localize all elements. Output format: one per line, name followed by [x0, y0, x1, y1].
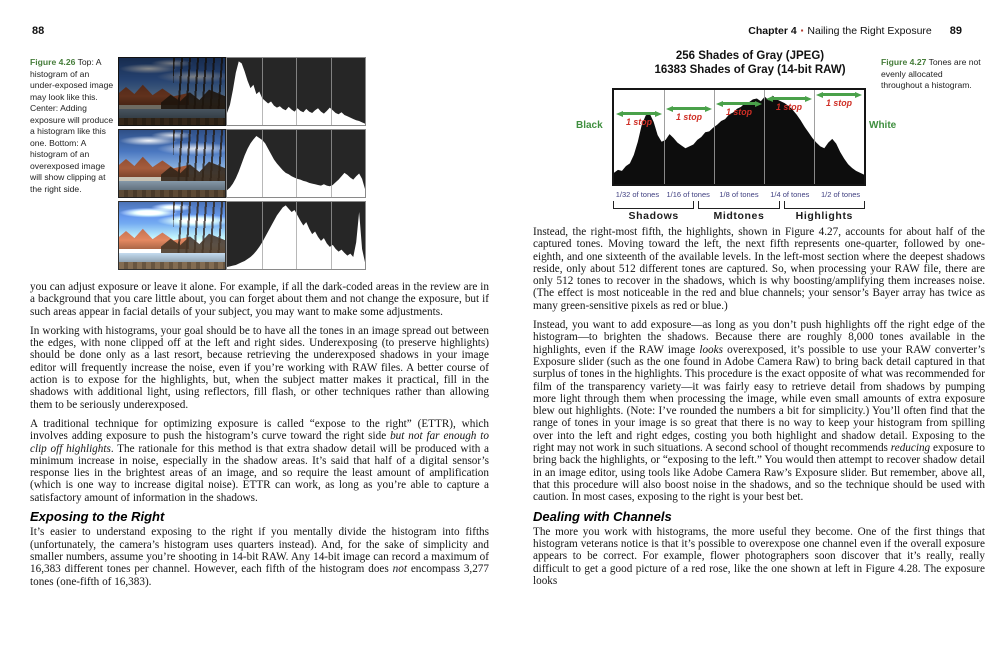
fraction-label: 1/32 of tones: [615, 190, 660, 199]
midtones-bracket: [698, 201, 779, 209]
figure-4-27-caption: [881, 57, 981, 92]
chapter-label: Chapter 4: [748, 25, 797, 37]
underexposed-photo: [118, 57, 226, 126]
photo-bank: [119, 118, 225, 125]
fraction-label: 1/2 of tones: [820, 190, 861, 199]
paragraph: Instead, you want to add exposure—as long as you don’t push highlights off the right edge of the histogram—to brighten the shadows. Because there are roughly 8,000 tones available in the highlights, even if the RAW image looks overexposed, it’s possible to use your RAW converter’s Exposure slider (such as the one found in Adobe Camera Raw) to bring back detail captured in that surplus of tones in the highlights. This procedure is the exact opposite of what was recommended for film of the transparency variety—it was fairly easy to retrieve detail from shadows by pumping more light through them when processing the image, while even small amounts of extra exposure blew out highlights. (Note: I’ve rounded the numbers a bit for simplicity.) You’ll often find that the range of tones in your image is so great that there is no way to keep your histogram from spilling over into the left and right edges, costing you both highlight and shadow detail. Exposing to the right may not work in such situations. A second school of thought recommends reducing exposure to bring back the highlights, or “exposing to the left.” You would then attempt to recover shadow detail in an image editor, using tools like Adobe Camera Raw’s Exposure slider. But remember, above all, that this procedure will also boost noise in the shadows, and so the technique should be used with caution. In most cases, exposing to the right is your best bet.: [533, 319, 986, 504]
highlights-label: Highlights: [795, 210, 853, 222]
midtones-label: Midtones: [713, 210, 765, 222]
tones-histogram-chart: [612, 88, 866, 186]
zone-labels: [613, 210, 865, 222]
histogram-gridline: [262, 202, 263, 269]
fraction-label: 1/16 of tones: [666, 190, 710, 199]
section-heading-exposing-to-the-right: Exposing to the Right: [30, 509, 165, 525]
one-stop-arrow-icon: [816, 91, 862, 98]
figure-4-26-label: Figure 4.26: [30, 57, 76, 67]
one-stop-arrow-icon: [616, 110, 662, 117]
paragraph: The more you work with histograms, the more useful they become. One of the first things that histogram veterans notice is that it’s possible to overexpose one channel even if the overall exposure appears to be correct. For example, flower photographers soon discover that it’s really, really difficult to get a good picture of a red rose, like the one shown at left in Figure 4.28. The exposure looks: [533, 525, 985, 588]
paragraph: In working with histograms, your goal should be to have all the tones in an image spread out between the edges, with none clipped off at the left and right sides. Underexposing (to preserve highlights) should be done only as a last resort, because retrieving the underexposed shadows in your image editor will frequently increase the noise, even if you’re working with RAW files. A better course of action is to expose for the highlights, but, when the subject matter makes it practical, fill in the shadows with additional light, using reflectors, fill flash, or other techniques rather than allowing them to be seriously underexposed.: [30, 324, 489, 411]
shadows-label: Shadows: [628, 210, 679, 222]
highlights-bracket: [784, 201, 865, 209]
histogram-gridline: [296, 202, 297, 269]
figure-row-added-exposure: [118, 129, 366, 198]
photo-bank: [119, 190, 225, 197]
black-endpoint-label: Black: [576, 120, 603, 131]
chart-gridline: [814, 90, 815, 184]
histogram-gridline: [331, 130, 332, 197]
paragraph: you can adjust exposure or leave it alone. For example, if all the dark-coded areas in the review are in a background that you care little about, you can forget about them and not change the exposure, but if such areas appear in facial details of your subject, you may want to make some adjustments.: [30, 281, 489, 318]
stop-arrow-group-2: [666, 105, 712, 122]
photo-bank: [119, 262, 225, 269]
running-header: [660, 25, 962, 37]
chart-gridline: [764, 90, 765, 184]
one-stop-arrow-icon: [666, 105, 712, 112]
header-separator-icon: ▪: [800, 26, 804, 35]
right-page-body: [533, 226, 985, 594]
figure-4-26-caption-text: Top: A histogram of an under-exposed image may look like this. Center: Adding exposure will produce a histogram like this one. Bottom: A histogram of an overexposed image will show clipping at the right side.: [30, 57, 114, 194]
figure-row-overexposed: [118, 201, 366, 270]
chapter-header: [748, 25, 931, 37]
overexposed-histogram: [226, 201, 366, 270]
stop-arrow-group-1: [616, 110, 662, 127]
underexposed-histogram: [226, 57, 366, 126]
paragraph: It’s easier to understand exposing to the right if you mentally divide the histogram into fifths (unfortunately, the camera’s histogram uses quarters instead). And, for the sake of simplicity and smaller numbers, assume you’re shooting in 14-bit RAW. Any 14-bit image can record a maximum of 16,383 different tones per channel. However, each fifth of the histogram does not encompass 3,277 tones (one-fifth of 16,383).: [30, 526, 489, 588]
added-exposure-histogram: [226, 129, 366, 198]
one-stop-label: 1 stop: [676, 112, 702, 122]
one-stop-label: 1 stop: [726, 107, 752, 117]
histogram-gridline: [262, 58, 263, 125]
one-stop-label: 1 stop: [826, 98, 852, 108]
figure-4-26: [118, 57, 366, 273]
chart-title: [575, 49, 925, 77]
one-stop-arrow-icon: [716, 100, 762, 107]
figure-row-underexposed: [118, 57, 366, 126]
chart-gridline: [664, 90, 665, 184]
one-stop-label: 1 stop: [626, 117, 652, 127]
chart-title-line2: 16383 Shades of Gray (14-bit RAW): [654, 64, 846, 76]
histogram-gridline: [296, 130, 297, 197]
shadows-bracket: [613, 201, 694, 209]
fraction-label: 1/4 of tones: [770, 190, 810, 199]
stop-arrow-group-3: [716, 100, 762, 117]
tone-fraction-labels: [612, 190, 866, 199]
overexposed-photo: [118, 201, 226, 270]
histogram-gridline: [331, 58, 332, 125]
histogram-gridline: [296, 58, 297, 125]
fraction-label: 1/8 of tones: [719, 190, 759, 199]
stop-arrow-group-5: [816, 91, 862, 108]
one-stop-arrow-icon: [766, 95, 812, 102]
figure-4-27-label: Figure 4.27: [881, 57, 927, 67]
paragraph: Instead, the right-most fifth, the highlights, shown in Figure 4.27, accounts for about half of the captured tones. Moving toward the left, the next fifth represents one-quarter, followed by one-eighth, and one sixteenth of the available levels. In the left-most section where the deepest shadows reside, only about 512 different tones are captured. So, when processing your RAW file, there are only 512 tones to recover in the shadows, which is why boosting/amplifying them increases noise. (The effect is most noticeable in the red and blue channels; your sensor’s Bayer array has twice as many green-sensitive pixels as red or blue.): [533, 226, 985, 312]
figure-4-26-caption: [30, 57, 115, 195]
chart-gridline: [714, 90, 715, 184]
stop-arrow-group-4: [766, 95, 812, 112]
histogram-gridline: [331, 202, 332, 269]
left-page-body: [30, 281, 489, 595]
one-stop-label: 1 stop: [776, 102, 802, 112]
paragraph: A traditional technique for optimizing exposure is called “expose to the right” (ETTR), which involves adding exposure to push the histogram’s curve toward the right side but not far enough to clip off highlights. The rationale for this method is that extra shadow detail will be produced with a minimum increase in noise, especially in the shadow areas. It’s said that half of a digital sensor’s response lies in the brightest areas of an image, and so require the least amount of amplification (which is one way to increase digital noise). ETTR can work, as long as you’re able to capture a satisfactory amount of information in the shadows.: [30, 417, 489, 504]
figure-4-27-caption-text: Tones are not evenly allocated throughout a histogram.: [881, 57, 981, 90]
chapter-title: Nailing the Right Exposure: [807, 25, 932, 37]
correct-exposure-photo: [118, 129, 226, 198]
section-heading-dealing-with-channels: Dealing with Channels: [533, 508, 672, 524]
histogram-gridline: [262, 130, 263, 197]
right-page-number: 89: [949, 25, 962, 37]
left-page-number: 88: [32, 25, 45, 37]
chart-title-line1: 256 Shades of Gray (JPEG): [675, 50, 825, 62]
zone-brackets: [613, 201, 865, 209]
white-endpoint-label: White: [869, 120, 897, 131]
